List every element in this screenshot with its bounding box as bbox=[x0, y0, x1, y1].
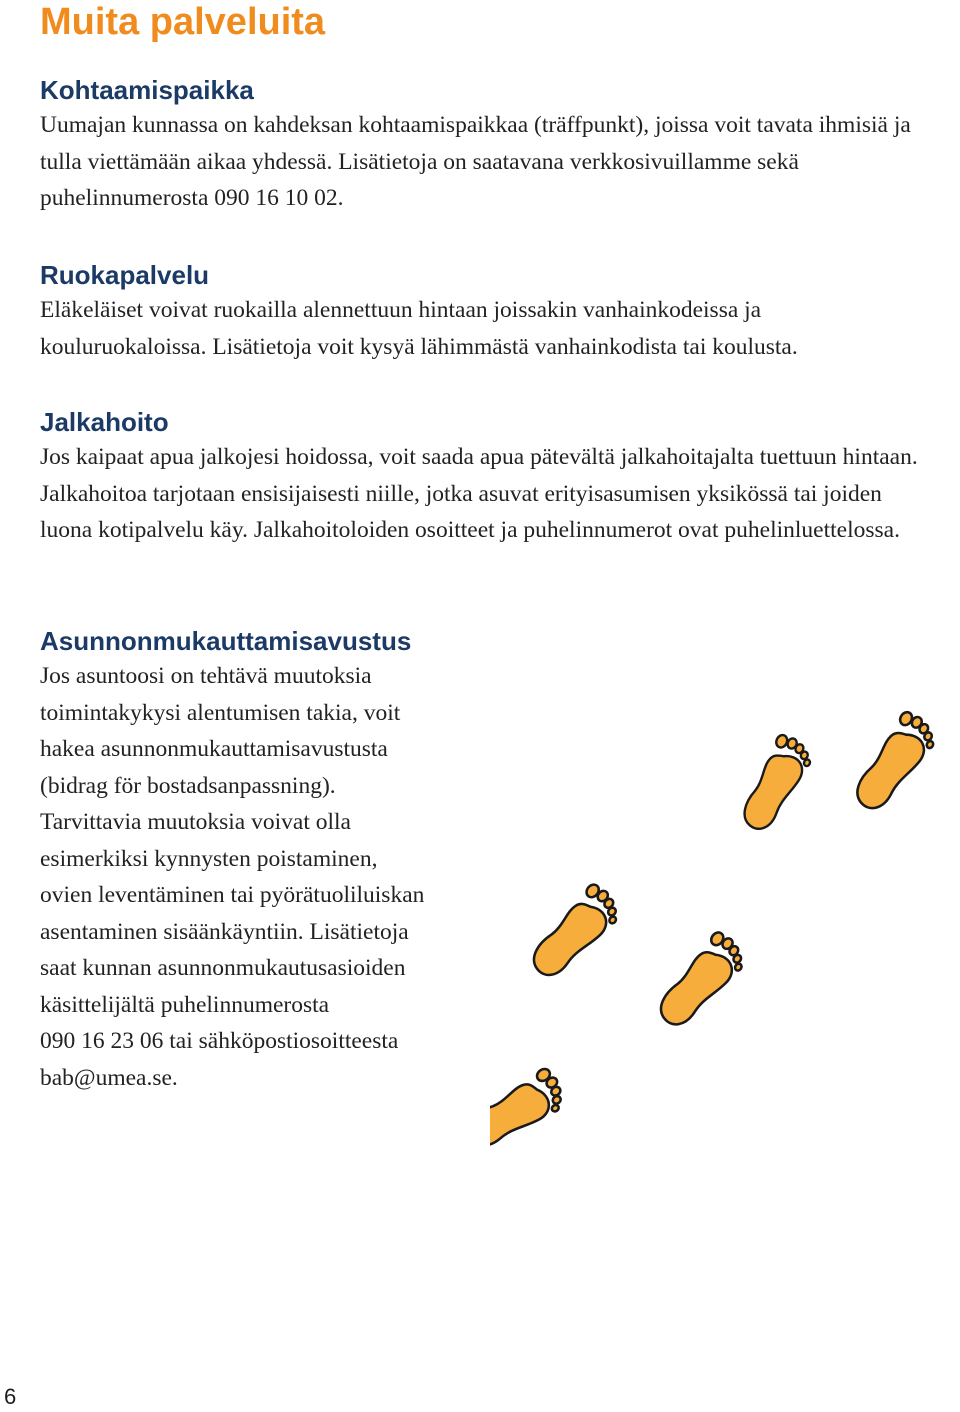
section-heading: Jalkahoito bbox=[40, 407, 169, 437]
footprint bbox=[739, 732, 817, 838]
section-body: Eläkeläiset voivat ruokailla alennettuun hintaan joissakin vanhainkodeissa ja kouluruokaloissa. Lisätietoja voit kysyä lähimmästä vanhainkodista tai koulusta. bbox=[40, 297, 798, 360]
section-heading: Kohtaamispaikka bbox=[40, 75, 254, 105]
section-ruokapalvelu bbox=[40, 258, 920, 365]
section-body: Jos kaipaat apua jalkojesi hoidossa, voit saada apua pätevältä jalkahoitajalta tuettuun hintaan. Jalkahoitoa tarjotaan ensisijaisesti niille, jotka asuvat erityisasumisen yksikössä tai joiden luona kotipalvelu käy. Jalkahoitoloiden osoitteet ja puhelinnumerot ovat puhelinluettelossa. bbox=[40, 444, 918, 543]
page-title: Muita palveluita bbox=[40, 1, 326, 43]
footprint bbox=[490, 1066, 571, 1160]
footprint bbox=[654, 929, 752, 1037]
footprint bbox=[850, 709, 941, 820]
section-kohtaamispaikka bbox=[40, 73, 920, 217]
section-body: Jos asuntoosi on tehtävä muutoksia toimintakykysi alentumisen takia, voit hakea asunnonmukauttamisavustusta (bidrag för bostadsanpassning). Tarvittavia muutoksia voivat olla esimerkiksi kynnysten poistaminen, ovien leventäminen tai pyörätuoliluiskan asentaminen sisäänkäyntiin. Lisätietoja saat kunnan asunnonmukautusasioiden käsittelijältä puhelinnumerosta 090 16 23 06 tai sähköpostiosoitteesta bab@umea.se. bbox=[40, 663, 425, 1091]
footprints-icon bbox=[490, 690, 960, 1160]
section-body: Uumajan kunnassa on kahdeksan kohtaamispaikkaa (träffpunkt), joissa voit tavata ihmisiä ja tulla viettämään aikaa yhdessä. Lisätietoja on saatavana verkkosivuillamme sekä puhelinnumerosta 090 16 10 02. bbox=[40, 112, 911, 211]
section-heading: Ruokapalvelu bbox=[40, 260, 210, 290]
section-asunnonmukauttamisavustus bbox=[40, 624, 510, 1096]
section-heading: Asunnonmukauttamisavustus bbox=[40, 626, 412, 656]
footprint bbox=[527, 881, 627, 988]
section-jalkahoito bbox=[40, 405, 920, 549]
page-number: 6 bbox=[4, 1384, 17, 1409]
